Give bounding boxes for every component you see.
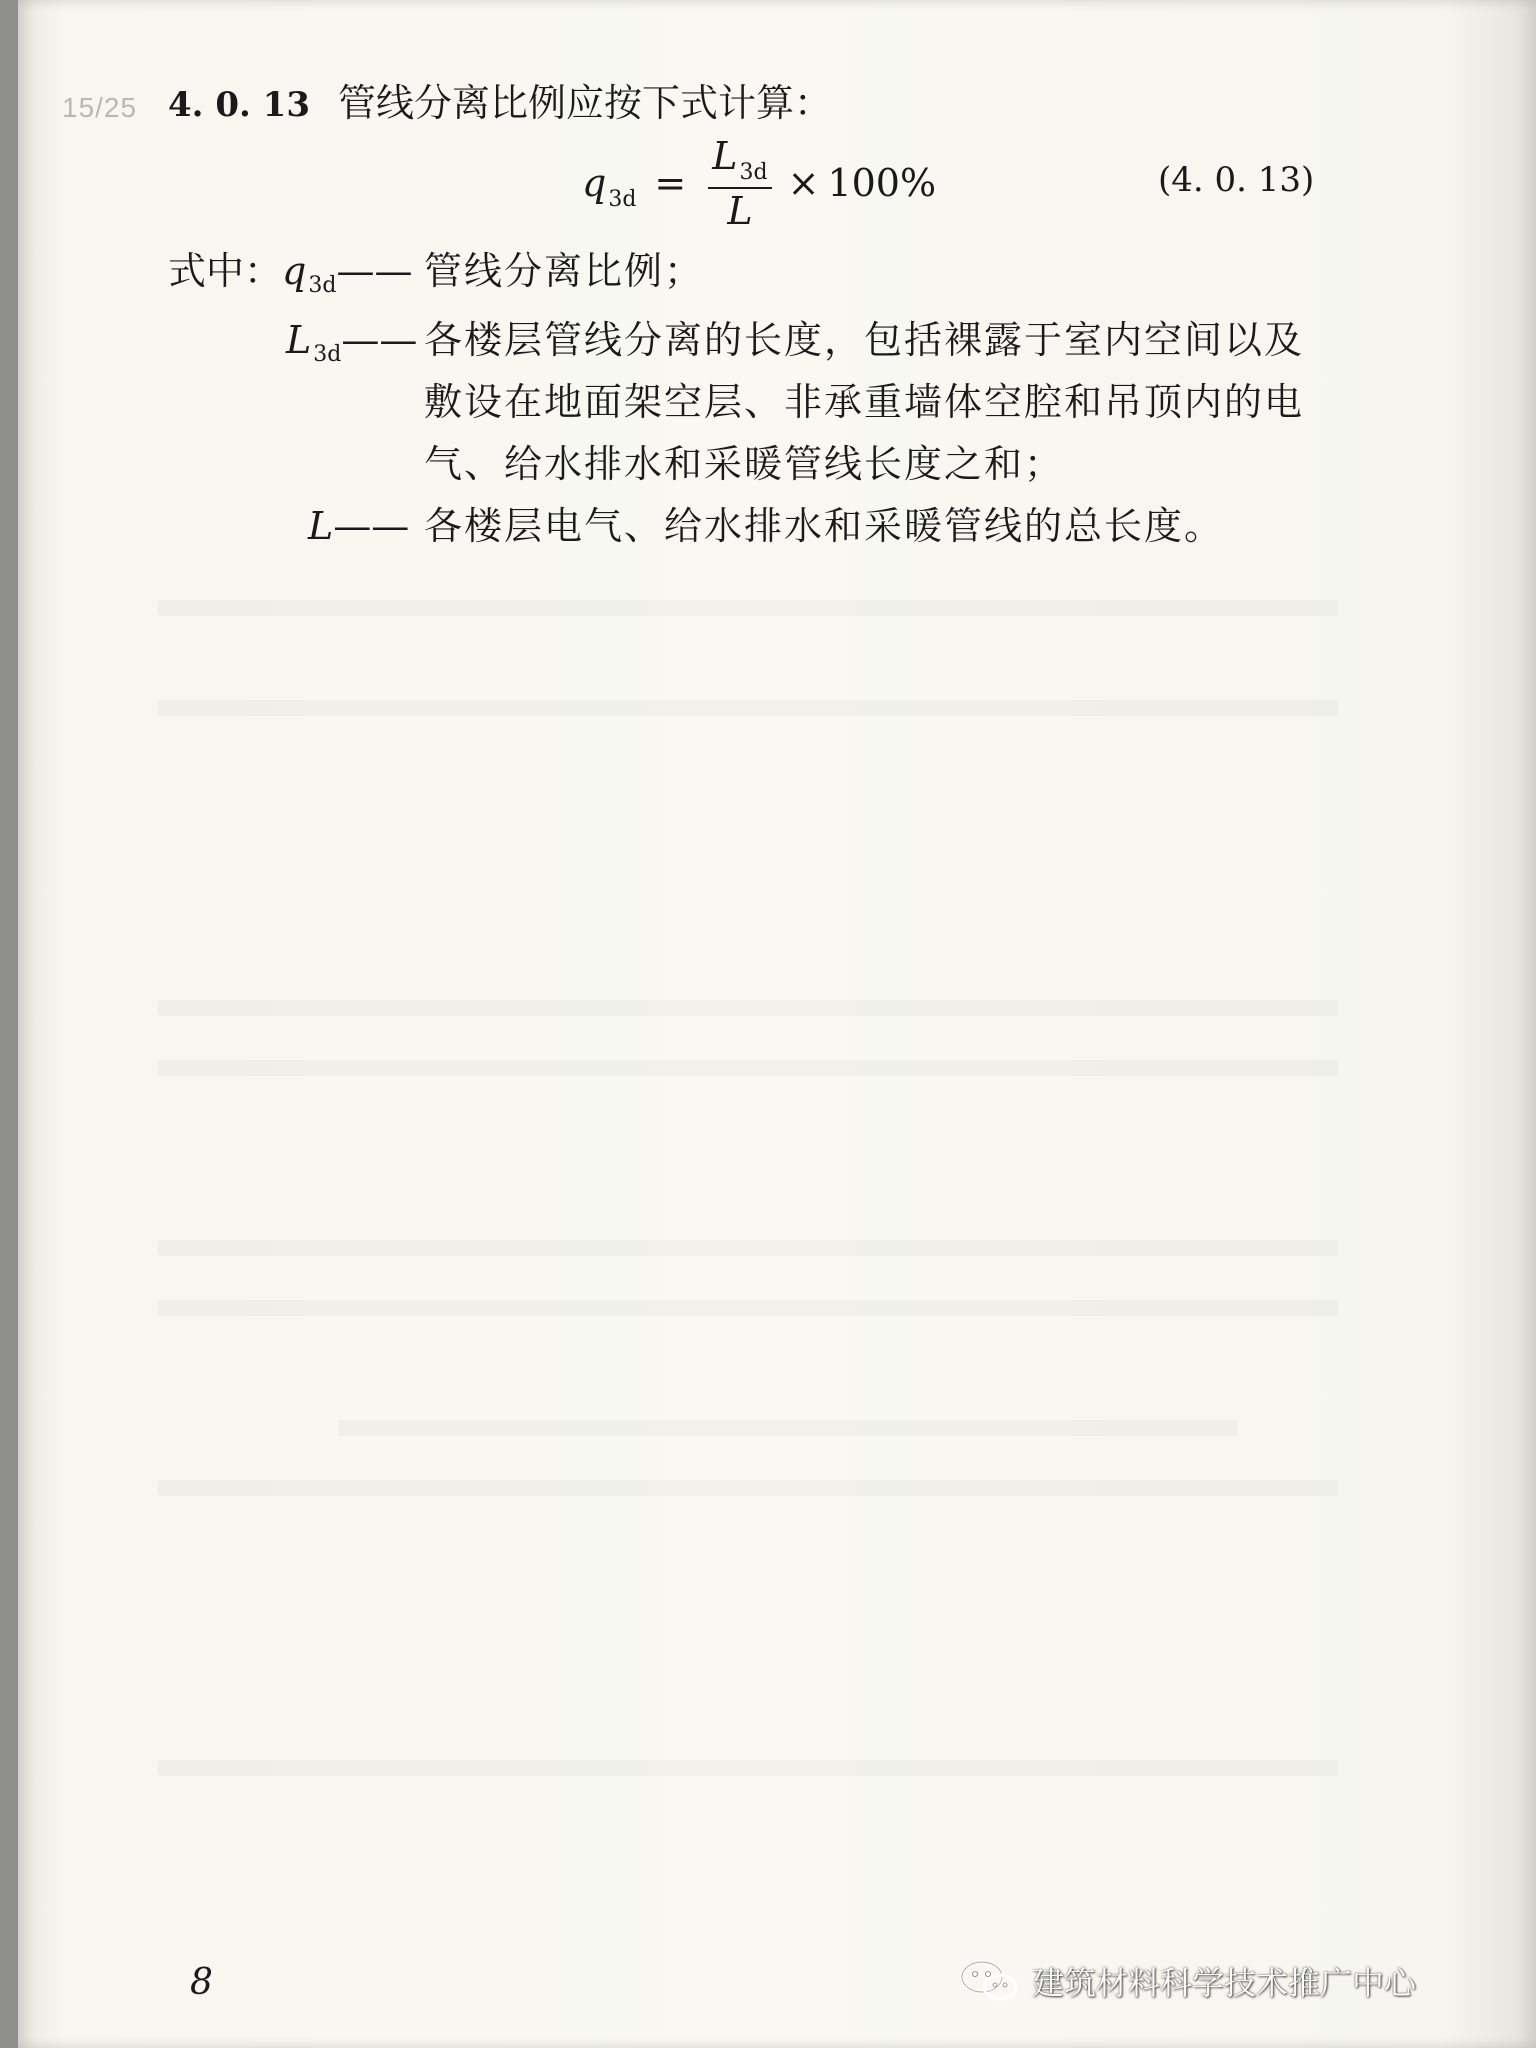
definition-row <box>168 309 1338 495</box>
equation-number: (4. 0. 13) <box>1158 160 1315 200</box>
bleed-through-line <box>338 1420 1238 1436</box>
bleed-through-line <box>158 1760 1338 1776</box>
definition-symbol: L <box>308 504 334 548</box>
bleed-through-line <box>158 700 1338 716</box>
section-text: 管线分离比例应按下式计算： <box>337 81 832 125</box>
bleed-through-line <box>158 1300 1338 1316</box>
formula-factor: 100% <box>827 161 937 205</box>
definition-text: 各楼层管线分离的长度，包括裸露于室内空间以及敷设在地面架空层、非承重墙体空腔和吊顶内的电气、给水排水和采暖管线长度之和； <box>424 318 1305 486</box>
bleed-through-line <box>158 1480 1338 1496</box>
definition-dash: —— <box>333 504 410 548</box>
formula-equals: = <box>654 161 687 205</box>
definition-prefix: 式中： <box>168 249 283 293</box>
definition-row <box>168 240 1338 309</box>
definition-dash: —— <box>336 249 413 293</box>
section-heading <box>168 72 832 127</box>
watermark <box>958 1958 1416 2004</box>
formula-fraction <box>708 134 771 233</box>
section-number: 4. 0. 13 <box>168 85 310 125</box>
formula <box>582 133 937 233</box>
definition-symbol: $q_{3d}$ <box>282 249 337 298</box>
bleed-through-line <box>158 1000 1338 1016</box>
formula-numerator: $L_{3d}$ <box>708 134 771 189</box>
definition-row <box>168 495 1338 557</box>
definition-text: 管线分离比例； <box>424 249 705 293</box>
formula-lhs: $q_{3d}$ <box>582 161 637 212</box>
bleed-through-line <box>158 1240 1338 1256</box>
definition-dash: —— <box>341 318 418 362</box>
page-indicator: 15/25 <box>62 92 138 123</box>
formula-times: × <box>787 161 820 205</box>
page-number: 8 <box>190 1962 213 2003</box>
bleed-through-line <box>158 600 1338 616</box>
formula-denominator: L <box>727 188 753 233</box>
bleed-through-line <box>158 1060 1338 1076</box>
definition-symbol: $L_{3d}$ <box>286 318 342 367</box>
wechat-icon <box>958 1959 1022 2003</box>
watermark-text: 建筑材料科学技术推广中心 <box>1032 1964 1417 2002</box>
definition-text: 各楼层电气、给水排水和采暖管线的总长度。 <box>424 504 1225 548</box>
variable-definitions <box>168 240 1338 557</box>
